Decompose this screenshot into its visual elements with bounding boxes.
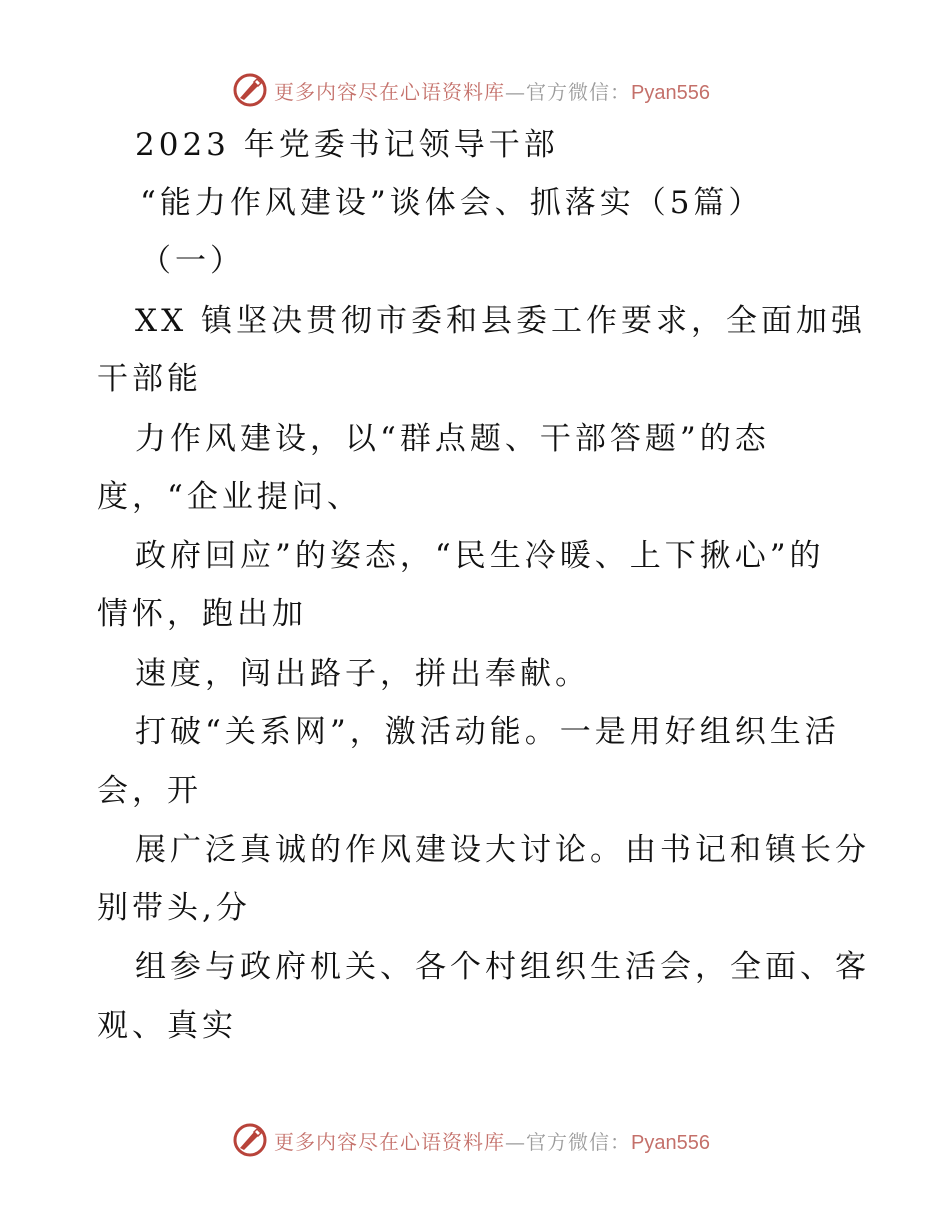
paragraph-line: 干部能 [97,361,202,397]
paragraph-line: 速度，闯出路子，拼出奉献。 [135,656,590,692]
watermark-official: 官方微信： [526,79,631,104]
paragraph-line: XX 镇坚决贯彻市委和县委工作要求，全面加强 [135,303,866,339]
paragraph-line: 情怀，跑出加 [97,596,307,632]
doc-title-line-2: “能力作风建设”谈体会、抓落实（5篇） [140,185,764,221]
watermark-dash: — [505,79,526,104]
watermark-brand: 更多内容尽在心语资料库 [274,79,505,104]
watermark-dash: — [505,1129,526,1154]
watermark-text [274,1126,710,1155]
header-watermark [232,70,710,110]
doc-title-line-1: 2023 年党委书记领导干部 [135,127,559,163]
watermark-brand: 更多内容尽在心语资料库 [274,1129,505,1154]
paragraph-line: 别带头,分 [97,890,251,926]
paragraph-line: 观、真实 [97,1008,237,1044]
paragraph-line: 打破“关系网”，激活动能。一是用好组织生活 [135,714,840,750]
section-heading: （一） [140,243,245,279]
pen-seal-icon [232,72,268,108]
watermark-account: Pyan556 [631,1131,710,1154]
paragraph-line: 会，开 [97,773,202,809]
paragraph-line: 组参与政府机关、各个村组织生活会，全面、客 [135,949,870,985]
paragraph-line: 政府回应”的姿态，“民生冷暖、上下揪心”的 [135,538,825,574]
paragraph-line: 展广泛真诚的作风建设大讨论。由书记和镇长分 [135,832,870,868]
pen-seal-icon [232,1122,268,1158]
paragraph-line: 力作风建设，以“群点题、干部答题”的态 [135,421,770,457]
watermark-account: Pyan556 [631,81,710,104]
watermark-text [274,76,710,105]
footer-watermark [232,1120,710,1160]
watermark-official: 官方微信： [526,1129,631,1154]
paragraph-line: 度，“企业提问、 [97,479,362,515]
